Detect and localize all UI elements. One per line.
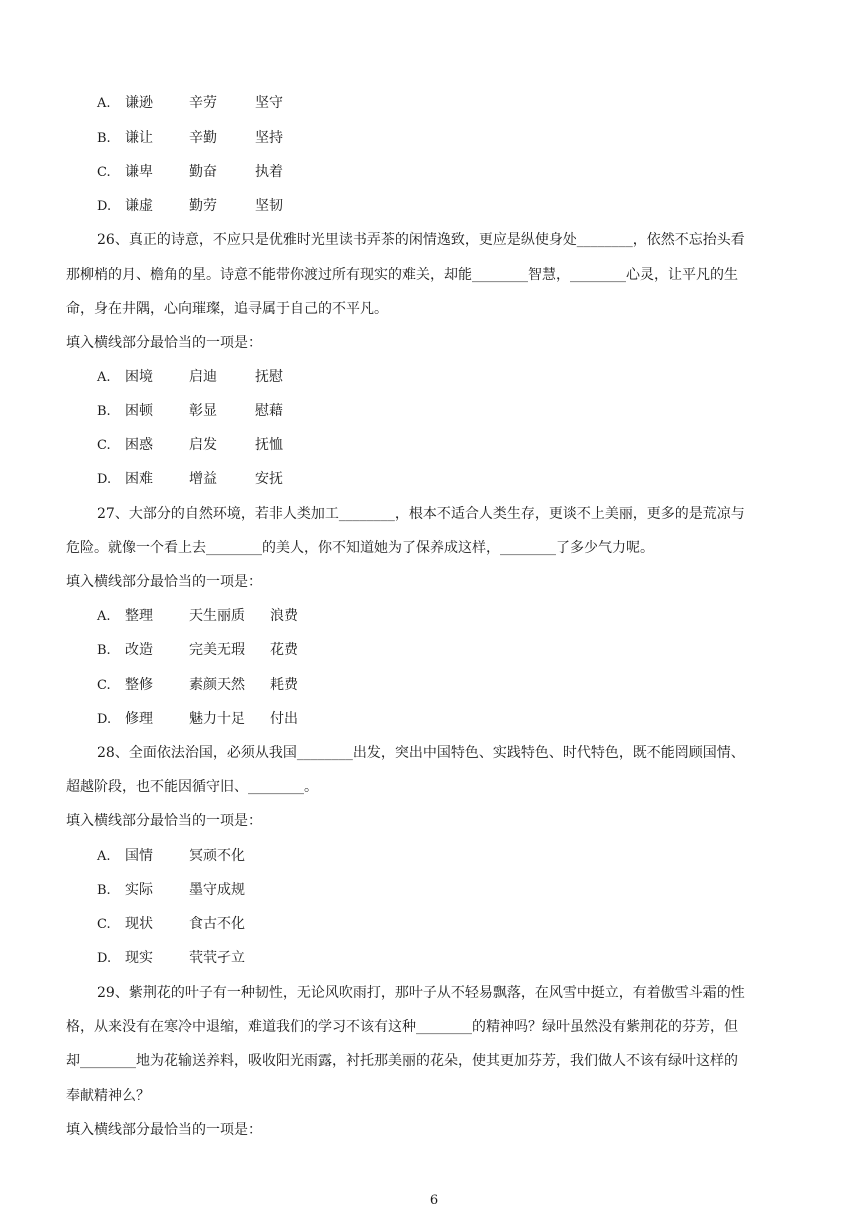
q26-option-b [97, 401, 315, 422]
option-word-3: 坚韧 [255, 198, 283, 214]
option-word-1: 困惑 [125, 437, 153, 453]
option-word-3: 耗费 [270, 677, 298, 693]
option-label: A. [97, 370, 111, 385]
option-word-1: 修理 [125, 711, 153, 727]
option-word-2: 勤劳 [189, 198, 217, 214]
option-word-2: 辛劳 [189, 95, 217, 111]
option-word-3: 花费 [270, 642, 298, 658]
option-word-2: 勤奋 [189, 164, 217, 180]
option-label: C. [97, 438, 111, 453]
option-word-2: 魅力十足 [189, 711, 245, 727]
q28-stem-line-1: 28、全面依法治国，必须从我国________出发，突出中国特色、实践特色、时代特色，既不能罔顾国情、 [97, 745, 745, 761]
q28-stem-line-2: 超越阶段，也不能因循守旧、________。 [66, 779, 318, 795]
option-label: A. [97, 609, 111, 624]
option-word-1: 实际 [125, 882, 153, 898]
option-word-1: 现实 [125, 950, 153, 966]
option-word-3: 付出 [270, 711, 298, 727]
option-word-2: 完美无瑕 [189, 642, 245, 658]
q25-option-d [97, 196, 315, 217]
page-number: 6 [429, 1193, 439, 1208]
q27-prompt: 填入横线部分最恰当的一项是： [66, 574, 262, 590]
q28-option-d [97, 948, 279, 969]
option-word-3: 慰藉 [255, 403, 283, 419]
option-label: D. [97, 199, 112, 214]
option-label: D. [97, 712, 112, 727]
option-label: B. [97, 131, 111, 146]
q29-stem-line-4: 奉献精神么？ [66, 1088, 150, 1104]
option-word-1: 困顿 [125, 403, 153, 419]
q27-stem-line-2: 危险。就像一个看上去________的美人，你不知道她为了保养成这样，________了多少气力呢。 [66, 540, 654, 556]
option-label: C. [97, 917, 111, 932]
option-word-2: 素颜天然 [189, 677, 245, 693]
option-word-1: 国情 [125, 848, 153, 864]
option-label: D. [97, 472, 112, 487]
option-word-3: 坚持 [255, 130, 283, 146]
q29-stem-line-1: 29、紫荆花的叶子有一种韧性，无论风吹雨打，那叶子从不轻易飘落，在风雪中挺立，有着傲雪斗霜的性 [97, 985, 745, 1001]
q29-stem-line-2: 格，从来没有在寒冷中退缩，难道我们的学习不该有这种________的精神吗？绿叶虽然没有紫荆花的芬芳，但 [66, 1019, 738, 1035]
q28-option-a [97, 846, 279, 867]
q26-stem-line-1: 26、真正的诗意，不应只是优雅时光里读书弄茶的闲情逸致，更应是纵使身处________，依然不忘抬头看 [97, 232, 745, 248]
option-label: B. [97, 643, 111, 658]
q27-stem-line-1: 27、大部分的自然环境，若非人类加工________，根本不适合人类生存，更谈不上美丽，更多的是荒凉与 [97, 506, 745, 522]
option-word-2: 食古不化 [189, 916, 245, 932]
option-word-2: 增益 [189, 471, 217, 487]
option-word-3: 抚慰 [255, 369, 283, 385]
option-label: B. [97, 404, 111, 419]
q28-option-b [97, 880, 279, 901]
option-word-2: 天生丽质 [189, 608, 245, 624]
option-label: C. [97, 678, 111, 693]
option-word-2: 彰显 [189, 403, 217, 419]
option-label: D. [97, 951, 112, 966]
option-word-2: 辛勤 [189, 130, 217, 146]
q25-option-c [97, 162, 315, 183]
q25-option-b [97, 128, 315, 149]
q26-stem-line-2: 那柳梢的月、檐角的星。诗意不能带你渡过所有现实的难关，却能________智慧，________心灵，让平凡的生 [66, 267, 738, 283]
q29-stem-line-3: 却________地为花输送养料，吸收阳光雨露，衬托那美丽的花朵，使其更加芬芳，我们做人不该有绿叶这样的 [66, 1053, 738, 1069]
option-label: A. [97, 849, 111, 864]
option-word-1: 整修 [125, 677, 153, 693]
q27-option-c [97, 675, 330, 696]
q27-option-d [97, 709, 330, 730]
option-word-1: 困境 [125, 369, 153, 385]
option-word-2: 启迪 [189, 369, 217, 385]
option-word-3: 抚恤 [255, 437, 283, 453]
option-word-2: 墨守成规 [189, 882, 245, 898]
option-word-1: 谦虚 [125, 198, 153, 214]
option-word-1: 谦让 [125, 130, 153, 146]
q25-option-a [97, 93, 315, 114]
option-word-1: 困难 [125, 471, 153, 487]
q26-prompt: 填入横线部分最恰当的一项是： [66, 335, 262, 351]
option-word-1: 改造 [125, 642, 153, 658]
option-word-1: 整理 [125, 608, 153, 624]
q29-prompt: 填入横线部分最恰当的一项是： [66, 1122, 262, 1138]
option-label: C. [97, 165, 111, 180]
option-word-3: 执着 [255, 164, 283, 180]
q28-option-c [97, 914, 279, 935]
q28-prompt: 填入横线部分最恰当的一项是： [66, 813, 262, 829]
option-word-1: 现状 [125, 916, 153, 932]
q26-option-c [97, 435, 315, 456]
option-word-3: 安抚 [255, 471, 283, 487]
option-word-3: 坚守 [255, 95, 283, 111]
option-word-1: 谦逊 [125, 95, 153, 111]
q27-option-a [97, 606, 330, 627]
option-word-2: 启发 [189, 437, 217, 453]
q26-option-a [97, 367, 315, 388]
option-word-2: 茕茕孑立 [189, 950, 245, 966]
option-word-2: 冥顽不化 [189, 848, 245, 864]
option-label: A. [97, 96, 111, 111]
q26-stem-line-3: 命，身在井隅，心向璀璨，追寻属于自己的不平凡。 [66, 301, 388, 317]
q27-option-b [97, 640, 330, 661]
option-word-1: 谦卑 [125, 164, 153, 180]
option-word-3: 浪费 [270, 608, 298, 624]
option-label: B. [97, 883, 111, 898]
q26-option-d [97, 469, 315, 490]
